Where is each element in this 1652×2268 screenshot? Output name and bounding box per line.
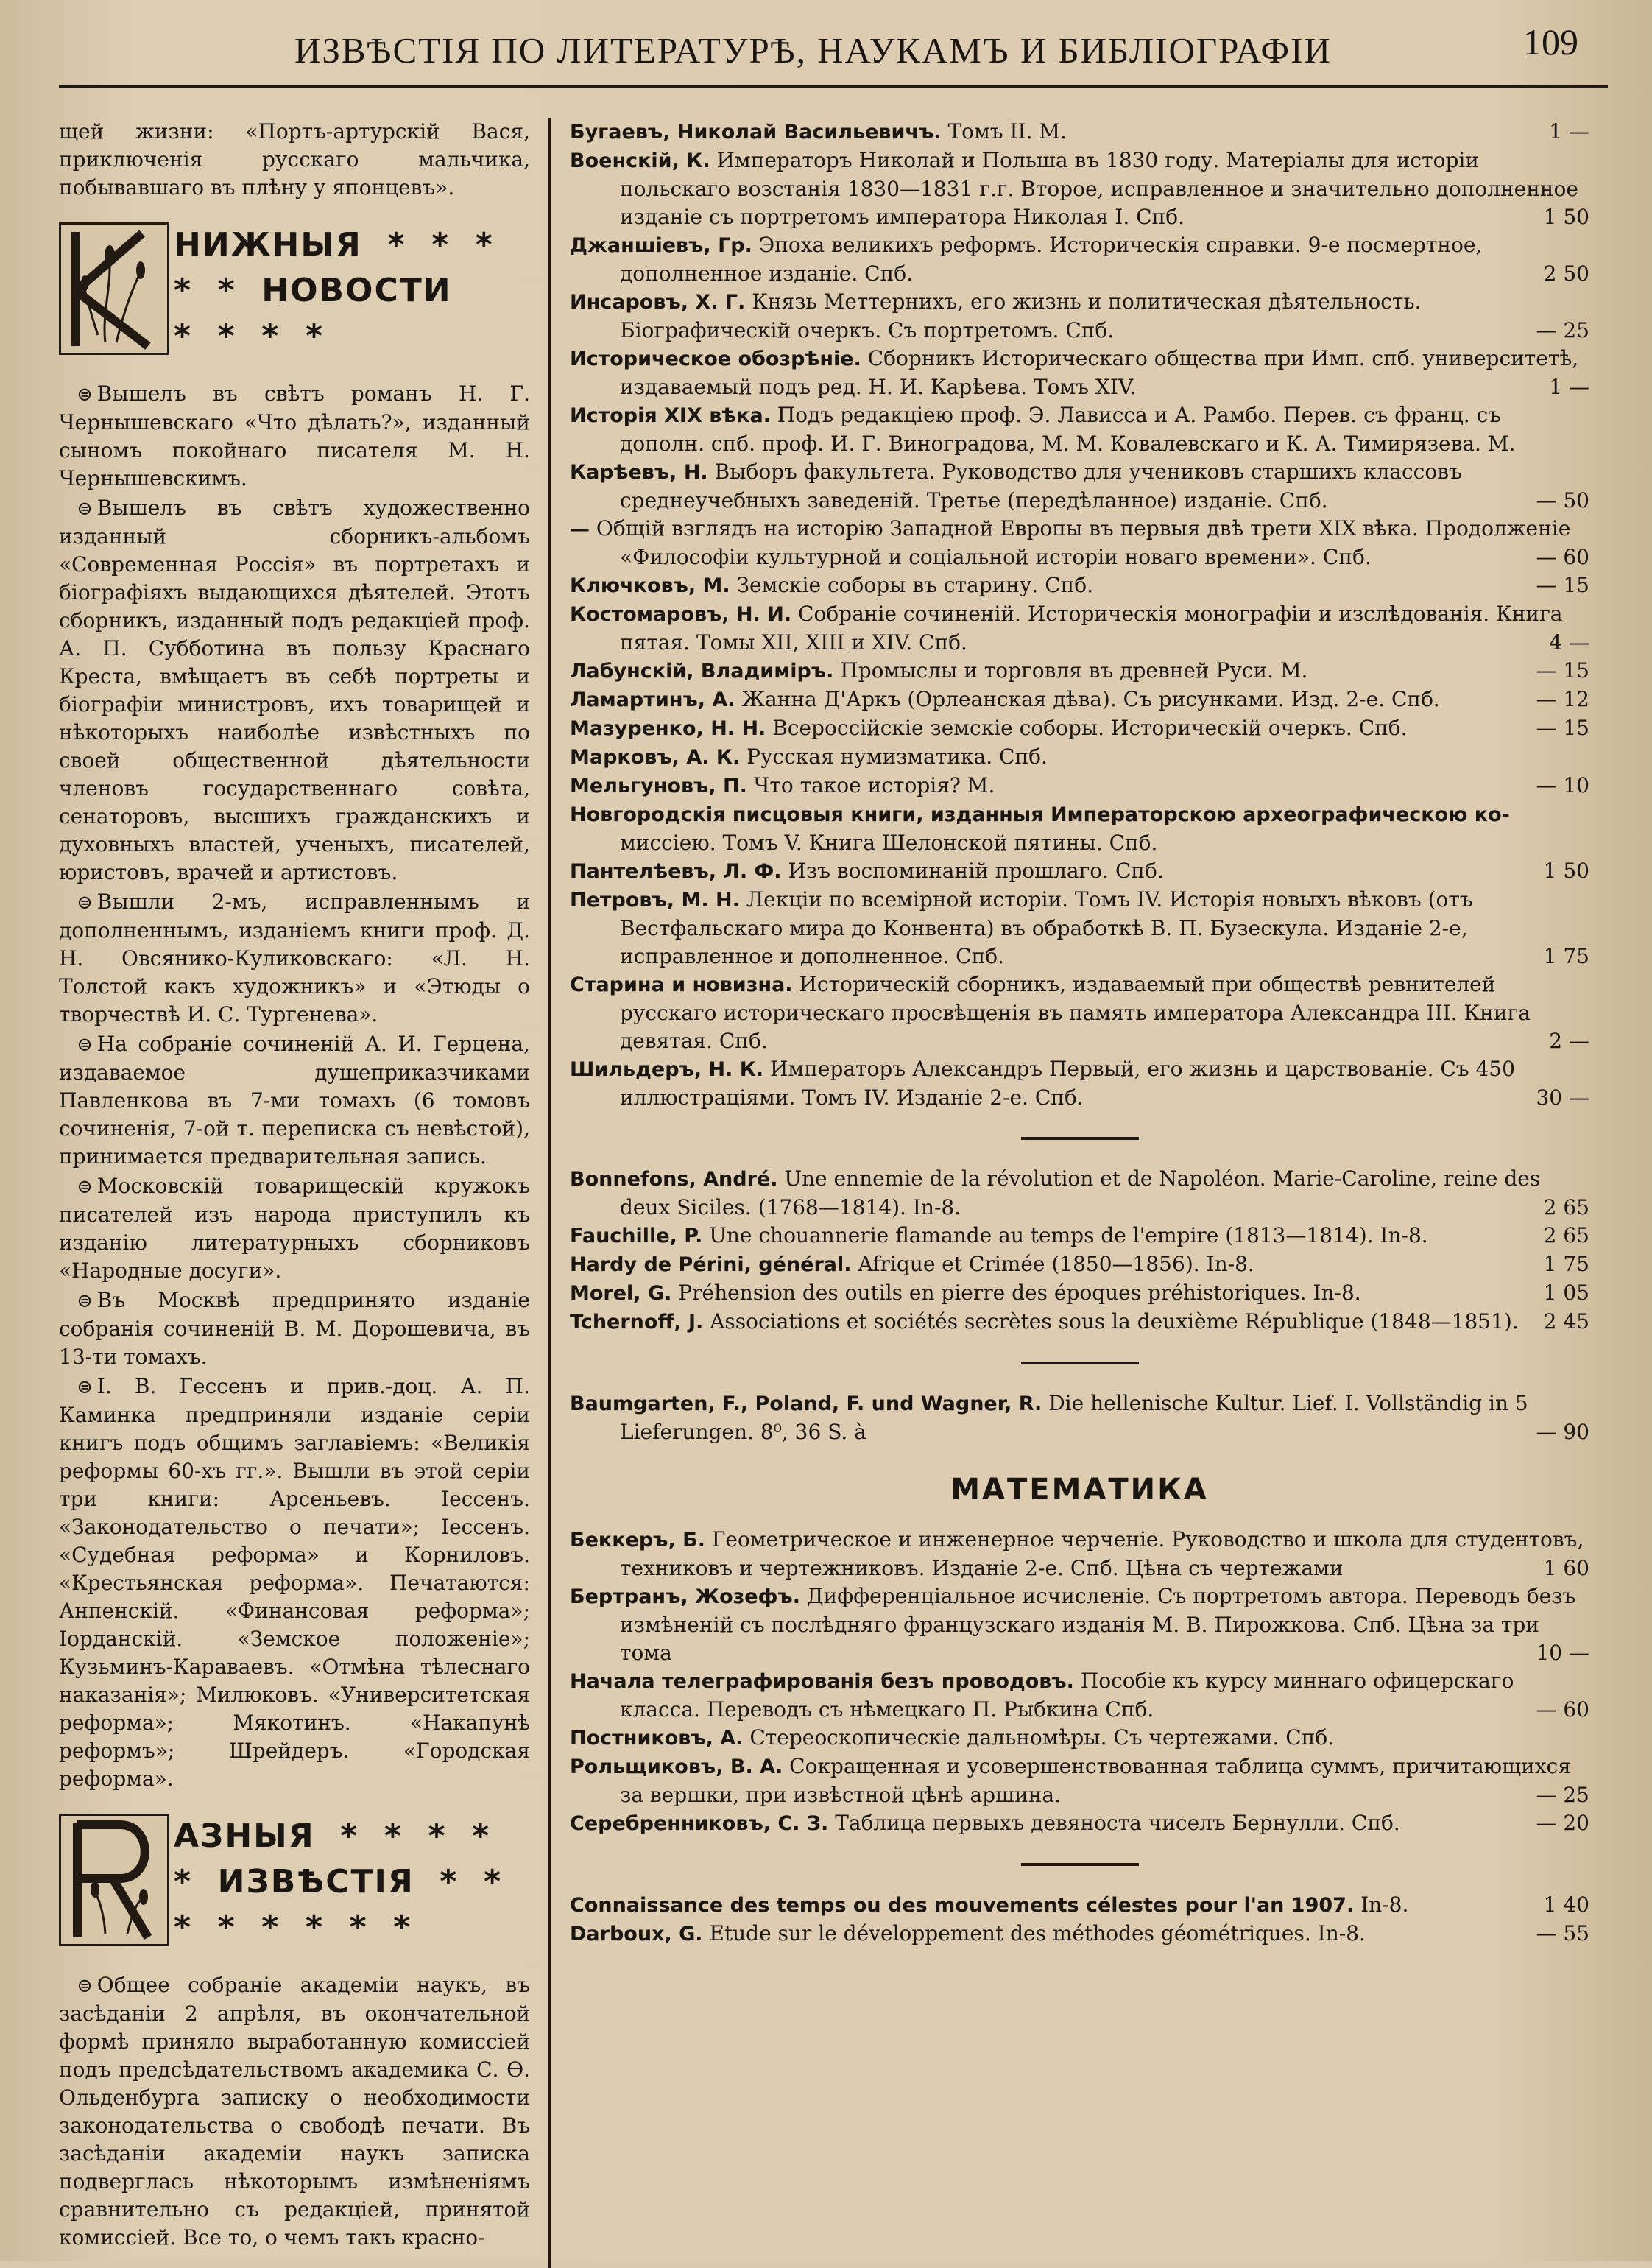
entry-title: Императоръ Александръ Первый, его жизнь и царствованіе. Съ 450 иллюстраціями. Томъ IV. Изданіе 2-е. Спб. [620,1057,1515,1110]
entry-title: Историческій сборникъ, издаваемый при обществѣ ревнителей русскаго историческаго просвѣщенія въ память императора Александра III. Книга девятая. Спб. [620,972,1531,1053]
entry-author: Мазуренко, Н. Н. [570,717,766,740]
entry-price: — 55 [1536,1921,1589,1945]
entry-author: Новгородскія писцовыя книги, изданныя Императорскою археографическою ко- [570,803,1510,826]
entry-title: Сокращенная и усовершенствованная таблица суммъ, причитающихся за вершки, при извѣстной цѣнѣ аршина. [620,1754,1571,1807]
entry-price: 2 45 [1543,1309,1589,1334]
entry-author: Бертранъ, Жозефъ. [570,1585,800,1608]
entry-author: Джаншіевъ, Гр. [570,234,752,257]
news-item: ⊜ Общее собраніе академіи наукъ, въ засѣданіи 2 апрѣля, въ окончательной формѣ приняло выработанную комиссіей подъ предсѣдательствомъ академика С. Ѳ. Ольденбурга записку о необходимости законодательства о свободѣ печати. Въ засѣданіи академіи наукъ записка подверглась нѣкоторымъ измѣненіямъ сравнительно съ редакціей, принятой комиссіей. Все то, о чемъ такъ красно- [59,1973,530,2250]
page-number: 109 [1523,21,1578,63]
bibliography-entry [570,1279,1589,1308]
entry-price: 10 — [1536,1641,1589,1665]
bibliography-entry [570,231,1589,288]
entry-author: Hardy de Périni, général. [570,1253,852,1276]
entry-title: Выборъ факультета. Руководство для учениковъ старшихъ классовъ среднеучебныхъ заведеній. Третье (передѣланное) изданіе. Спб. [620,459,1462,513]
bullet-icon: ⊜ [77,1975,93,1997]
entry-author: Шильдеръ, Н. К. [570,1058,764,1081]
entry-title: Земскіе соборы въ старину. Спб. [736,573,1094,597]
entry-price: 1 60 [1543,1556,1589,1580]
entry-title: миссіею. Томъ V. Книга Шелонской пятины. Спб. [620,831,1158,855]
bibliography-entry [570,1809,1589,1838]
section-heading-book-news [59,222,530,370]
bullet-icon: ⊜ [77,1290,93,1312]
news-item: ⊜ На собраніе сочиненій А. И. Герцена, издаваемое душеприказчиками Павленкова въ 7-ми томахъ (6 томовъ сочиненія, 7-ой т. переписка съ невѣстой), принимается предварительная запись. [59,1032,530,1169]
bibliography-entry [570,772,1589,800]
news-item: ⊜ Въ Москвѣ предпринято изданіе собранія сочиненій В. М. Дорошевича, въ 13-ти томахъ. [59,1288,530,1369]
section-heading-line: * * НОВОСТИ [174,272,452,309]
entry-author: Беккеръ, Б. [570,1529,705,1552]
bullet-icon: ⊜ [77,892,93,914]
entry-price: 2 50 [1543,261,1589,286]
entry-title: Дифференціальное исчисленіе. Съ портретомъ автора. Переводъ безъ измѣненій съ послѣдняго французскаго изданія М. В. Пирожкова. Спб. Цѣна за три тома [620,1584,1576,1665]
entry-author: Исторія XIX вѣка. [570,404,771,427]
bibliography-entry [570,714,1589,743]
bibliography-entry [570,288,1589,345]
entry-author: Серебренниковъ, С. З. [570,1812,829,1835]
entry-author: Бугаевъ, Николай Васильевичъ. [570,121,942,144]
entry-title: Князь Меттернихъ, его жизнь и политическая дѣятельность. Біографическій очеркъ. Съ портретомъ. Спб. [620,289,1422,342]
bibliography-entry [570,515,1589,571]
bibliography-entry [570,458,1589,515]
math-french-bibliography-list [570,1891,1589,1948]
entry-price: 1 75 [1543,944,1589,968]
entry-price: 2 65 [1543,1223,1589,1247]
intro-paragraph: щей жизни: «Портъ-артурскій Вася, приключенія русскаго мальчика, побывавшаго въ плѣну у японцевъ». [59,119,530,200]
entry-title: Préhension des outils en pierre des époques préhistoriques. In-8. [678,1281,1361,1305]
entry-author: Darboux, G. [570,1923,703,1945]
bibliography-entry [570,1055,1589,1112]
entry-author: Инсаровъ, Х. Г. [570,291,746,314]
bibliography-entry [570,1753,1589,1809]
entry-title: Associations et sociétés secrètes sous la deuxième République (1848—1851). [710,1309,1519,1334]
entry-title: Таблица первыхъ девяноста чиселъ Бернулли. Спб. [835,1811,1400,1835]
entry-title: Пособіе къ курсу миннаго офицерскаго класса. Переводъ съ нѣмецкаго П. Рыбкина Спб. [620,1669,1514,1722]
math-bibliography-list [570,1526,1589,1838]
entry-author: Tchernoff, J. [570,1311,704,1334]
entry-title: Подъ редакціею проф. Э. Лависса и А. Рамбо. Перев. съ франц. съ дополн. спб. проф. И. Г. Виноградова, М. М. Ковалевскаго и К. А. Тимирязева. М. [620,403,1516,456]
ornament-k-icon [59,222,169,355]
entry-title: Жанна Д'Аркъ (Орлеанская дѣва). Съ рисунками. Изд. 2-е. Спб. [741,687,1440,711]
bibliography-entry [570,686,1589,714]
bullet-icon: ⊜ [77,498,93,520]
left-column [59,118,545,2268]
bibliography-entry [570,345,1589,401]
entry-author: Connaissance des temps ou des mouvements célestes pour l'an 1907. [570,1894,1355,1917]
news-item: ⊜ Вышелъ въ свѣтъ романъ Н. Г. Чернышевскаго «Что дѣлать?», изданный сыномъ покойнаго писателя М. Н. Чернышевскимъ. [59,381,530,490]
bullet-icon: ⊜ [77,1034,93,1056]
german-bibliography-list [570,1390,1589,1446]
entry-author: Bonnefons, André. [570,1168,778,1191]
section-heading-line: * * * * * * [174,1909,412,1946]
section-heading-line: * ИЗВѢСТІЯ * * [174,1863,503,1901]
bibliography-entry [570,1724,1589,1753]
bibliography-entry [570,1920,1589,1948]
entry-price: 1 50 [1543,205,1589,229]
bibliography-entry [570,1165,1589,1222]
bibliography-entry [570,1250,1589,1279]
entry-title: Сборникъ Историческаго общества при Имп. спб. университетѣ, издаваемый подъ ред. Н. И. Карѣева. Томъ XIV. [620,346,1579,399]
entry-title: Собраніе сочиненій. Историческія монографіи и изслѣдованія. Книга пятая. Томы XII, XIII и XIV. Спб. [620,602,1563,655]
separator-rule [1021,1362,1139,1364]
entry-title: Всероссійскіе земскіе соборы. Историческій очеркъ. Спб. [772,716,1408,740]
entry-price: 1 50 [1543,859,1589,883]
entry-author: Fauchille, P. [570,1225,703,1247]
entry-title: Геометрическое и инженерное черченіе. Руководство и школа для студентовъ, техниковъ и чертежниковъ. Изданіе 2-е. Спб. Цѣна съ чертежами [620,1527,1584,1580]
entry-price: 1 05 [1543,1281,1589,1305]
bibliography-entry [570,857,1589,886]
entry-price: — 12 [1536,687,1589,711]
entry-author: Начала телеграфированія безъ проводовъ. [570,1670,1074,1693]
bibliography-entry [570,1582,1589,1667]
entry-title: Промыслы и торговля въ древней Руси. М. [840,658,1308,683]
entry-title: Une ennemie de la révolution et de Napoléon. Marie-Caroline, reine des deux Siciles. (1768—1814). In-8. [620,1166,1541,1219]
entry-author: Мельгуновъ, П. [570,775,747,797]
entry-price: — 15 [1536,716,1589,740]
entry-author: Историческое обозрѣніе. [570,348,861,370]
bibliography-entry [570,118,1589,147]
russian-bibliography-list [570,118,1589,1112]
bibliography-entry [570,600,1589,657]
news-item: ⊜ І. В. Гессенъ и прив.-доц. А. П. Каминка предприняли изданіе серіи книгъ подъ общимъ заглавіемъ: «Великія реформы 60-хъ гг.». Вышли въ этой серіи три книги: Арсеньевъ. Іессенъ. «Законодательство о печати»; Іессенъ. «Судебная реформа» и Корниловъ. «Крестьянская реформа». Печатаются: Анпенскій. «Финансовая реформа»; Іорданскій. «Земское положеніе»; Кузьминъ-Караваевъ. «Отмѣна тѣлеснаго наказанія»; Милюковъ. «Университетская реформа»; Мякотинъ. «Накапунѣ реформъ»; Шрейдеръ. «Городская реформа». [59,1374,530,1791]
running-header [59,15,1608,88]
entry-title: Русская нумизматика. Спб. [746,744,1048,769]
bibliography-entry [570,147,1589,231]
separator-rule [1021,1137,1139,1140]
bibliography-entry [570,1222,1589,1250]
bullet-icon: ⊜ [77,384,93,406]
entry-author: Марковъ, А. К. [570,746,741,769]
section-title-mathematics: МАТЕМАТИКА [950,1473,1209,1507]
entry-price: — 25 [1536,318,1589,342]
section-heading-various-news [59,1814,530,1961]
entry-price: — 25 [1536,1783,1589,1807]
bibliography-entry [570,800,1589,857]
entry-title: Die hellenische Kultur. Lief. I. Vollständig in 5 Lieferungen. 8⁰, 36 S. à [620,1391,1528,1444]
entry-title: Эпоха великихъ реформъ. Историческія справки. 9-е посмертное, дополненное изданіе. Спб. [620,233,1483,286]
entry-title: Лекціи по всемірной исторіи. Томъ IV. Исторія новыхъ вѣковъ (отъ Вестфальскаго мира до Конвента) въ обработкѣ В. П. Бузескула. Изданіе 2-е, исправленное и дополненное. Спб. [620,887,1473,968]
entry-author: Костомаровъ, Н. И. [570,603,792,626]
entry-price: 1 75 [1543,1252,1589,1276]
entry-author: Старина и новизна. [570,973,793,996]
separator-rule [1021,1863,1139,1866]
entry-price: — 10 [1536,773,1589,797]
entry-title: Общій взглядъ на исторію Западной Европы въ первыя двѣ трети XIX вѣка. Продолженіе «Философіи культурной и соціальной исторіи новаго времени». Спб. [596,516,1571,569]
entry-price: — 15 [1536,573,1589,597]
entry-title: Une chouannerie flamande au temps de l'empire (1813—1814). In-8. [709,1223,1428,1247]
entry-price: — 90 [1536,1420,1589,1444]
entry-price: 30 — [1536,1085,1589,1110]
section-heading-line: АЗНЫЯ * * * * [174,1817,491,1855]
column-divider [548,118,551,2268]
bibliography-entry [570,1526,1589,1582]
entry-title: Стереоскопическіе дальномѣры. Съ чертежами. Спб. [749,1725,1335,1750]
french-bibliography-list [570,1165,1589,1336]
news-item: ⊜ Вышелъ въ свѣтъ художественно изданный сборникъ-альбомъ «Современная Россія» въ портретахъ и біографіяхъ выдающихся дѣятелей. Этотъ сборникъ, изданный подъ редакціей проф. А. П. Субботина въ пользу Краснаго Креста, вмѣщаетъ въ себѣ портреты и біографіи министровъ, ихъ товарищей и нѣкоторыхъ наиболѣе извѣстныхъ по своей общественной дѣятельности членовъ государственнаго совѣта, сенаторовъ, высшихъ гражданскихъ и духовныхъ властей, ученыхъ, писателей, юристовъ, врачей и артистовъ. [59,496,530,884]
bullet-icon: ⊜ [77,1176,93,1198]
bibliography-entry [570,571,1589,600]
entry-title: Afrique et Crimée (1850—1856). In-8. [858,1252,1254,1276]
entry-price: 2 65 [1543,1195,1589,1219]
entry-price: 1 — [1549,375,1589,399]
right-column [561,118,1608,2268]
entry-price: — 60 [1536,545,1589,569]
bibliography-entry [570,657,1589,686]
entry-author: Военскій, К. [570,149,710,172]
entry-price: 1 — [1549,119,1589,144]
entry-author: Карѣевъ, Н. [570,461,708,484]
entry-author: Ламартинъ, А. [570,688,735,711]
entry-author: Пантелѣевъ, Л. Ф. [570,860,782,883]
entry-price: — 50 [1536,488,1589,513]
entry-price: 2 — [1549,1029,1589,1053]
entry-title: Изъ воспоминаній прошлаго. Спб. [788,859,1164,883]
entry-title: Томъ II. М. [947,119,1067,144]
entry-author: Baumgarten, F., Poland, F. und Wagner, R. [570,1392,1042,1415]
entry-title: Что такое исторія? М. [753,773,995,797]
bibliography-entry [570,886,1589,971]
journal-title: ИЗВѢСТІЯ ПО ЛИТЕРАТУРѢ, НАУКАМЪ И БИБЛІОГРАФІИ [294,30,1332,71]
news-item: ⊜ Московскій товарищескій кружокъ писателей изъ народа приступилъ къ изданію литературныхъ сборниковъ «Народные досуги». [59,1174,530,1283]
section-heading-line: * * * * [174,317,324,355]
entry-author: Morel, G. [570,1282,672,1305]
bibliography-entry [570,1308,1589,1336]
bibliography-entry [570,971,1589,1055]
entry-author: Постниковъ, А. [570,1727,744,1750]
entry-title: Императоръ Николай и Польша въ 1830 году. Матеріалы для исторіи польскаго возстанія 1830—1831 г.г. Второе, исправленное и значительно дополненное изданіе съ портретомъ императора Николая I. Спб. [620,148,1578,229]
entry-author: Лабунскій, Владиміръ. [570,660,834,683]
news-item: ⊜ Вышли 2-мъ, исправленнымъ и дополненнымъ, изданіемъ книги проф. Д. Н. Овсянико-Куликовскаго: «Л. Н. Толстой какъ художникъ» и «Этюды о творчествѣ И. С. Тургенева». [59,890,530,1026]
entry-price: 4 — [1549,630,1589,655]
entry-title: In-8. [1360,1892,1409,1917]
entry-price: 1 40 [1543,1892,1589,1917]
entry-title: Etude sur le développement des méthodes géométriques. In-8. [709,1921,1366,1945]
bibliography-entry [570,1667,1589,1724]
entry-author: Рольщиковъ, В. А. [570,1755,783,1778]
bibliography-entry [570,401,1589,458]
bullet-icon: ⊜ [77,1376,93,1398]
ornament-r-icon [59,1814,169,1946]
bibliography-entry [570,1891,1589,1920]
entry-price: — 15 [1536,658,1589,683]
entry-author: — [570,518,590,540]
entry-author: Петровъ, М. Н. [570,889,740,912]
entry-price: — 60 [1536,1697,1589,1722]
section-heading-line: НИЖНЫЯ * * * [174,226,494,264]
bibliography-entry [570,1390,1589,1446]
entry-author: Ключковъ, М. [570,574,730,597]
bibliography-entry [570,743,1589,772]
entry-price: — 20 [1536,1811,1589,1835]
